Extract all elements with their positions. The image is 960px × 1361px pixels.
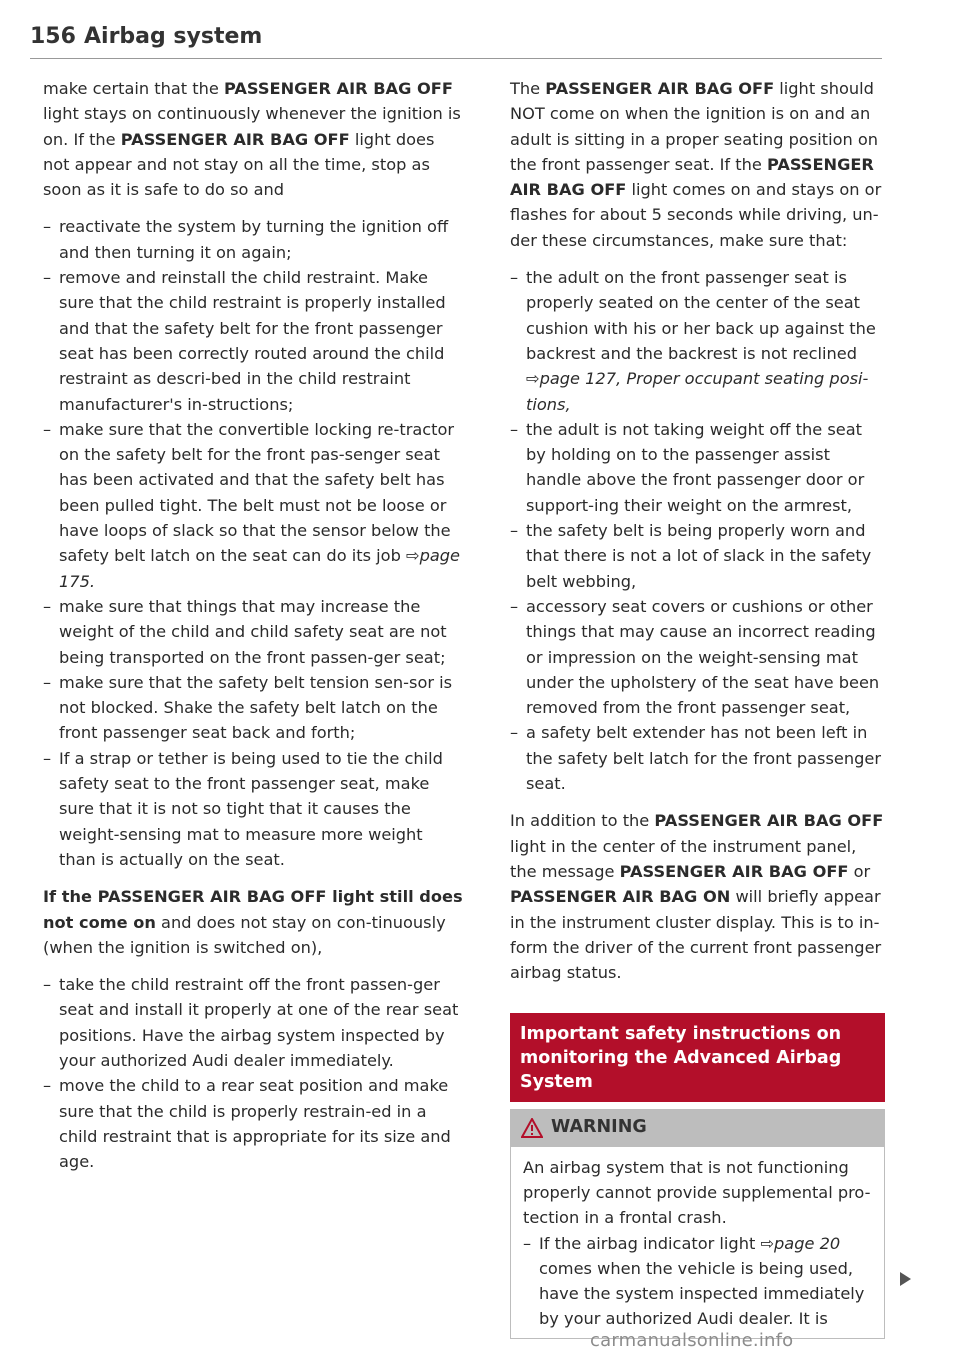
right-column [510,76,885,1339]
list-item: – make sure that things that may increase the weight of the child and child safety seat are not being transported on the front passen-ger seat; [43,594,463,670]
left-column [43,76,463,1186]
list-item: – the adult is not taking weight off the seat by holding on to the passenger assist handle above the front passenger door or support-ing their weight on the armrest, [510,417,885,518]
text: comes when the vehicle is being used, have the system inspected immediately by your authorized Audi dealer. It is [539,1258,865,1329]
list-item: – the safety belt is being properly worn and that there is not a lot of slack in the safety belt webbing, [510,518,885,594]
bold-text: PASSENGER AIR BAG OFF [545,79,775,98]
bold-text: PASSENGER AIR BAG OFF [619,861,849,881]
list-item: – accessory seat covers or cushions or other things that may cause an incorrect reading or impression on the weight-sensing mat under the upholstery of the seat have been removed from the front passenger seat, [510,594,885,720]
bold-text: PASSENGER AIR BAG OFF [510,154,874,200]
text: light should NOT come on when the ignition is on and an adult is sitting in a proper seating position on the front passenger seat. If the [510,79,879,174]
page-number: 156 [30,24,76,49]
section-title: Airbag system [84,24,263,49]
page-reference-link[interactable]: ⇨page 20 [760,1233,841,1253]
list-item: – make sure that the safety belt tension sen-sor is not blocked. Shake the safety belt latch on the front passenger seat back and forth; [43,670,463,746]
warning-box [510,1109,885,1338]
bold-text: PASSENGER AIR BAG OFF [120,129,350,149]
checklist [510,265,885,796]
page-reference-link[interactable]: ⇨page 127, Proper occupant seating posi-tions, [526,369,869,414]
bold-text: If the PASSENGER AIR BAG OFF light still does not come on [43,887,463,932]
header-rule [30,58,882,59]
warning-label: WARNING [551,1117,647,1138]
warning-text: An airbag system that is not functioning properly cannot provide supplemental pro-tection in a frontal crash. [523,1157,871,1228]
checklist [43,214,463,872]
list-item [510,265,885,417]
still-paragraph [43,884,463,960]
page-header [30,10,882,58]
text: light does not appear and not stay on all the time, stop as soon as it is safe to do so and [43,129,435,200]
list-item: – take the child restraint off the front passen-ger seat and install it properly at one of the rear seat positions. Have the airbag system inspected by your authorized Audi dealer immediately. [43,972,463,1073]
list-item: – remove and reinstall the child restraint. Make sure that the child restraint is properly installed and that the safety belt for the front passenger seat has been correctly routed around the child restraint as descri-bed in the child restraint manufacturer's in-structions; [43,265,463,417]
list-item: – reactivate the system by turning the ignition off and then turning it on again; [43,214,463,265]
list-item: – move the child to a rear seat position and make sure that the child is properly restrain-ed in a child restraint that is appropriate for its size and age. [43,1073,463,1174]
warning-body [511,1147,884,1338]
text: light in the center of the instrument panel, the message [510,836,857,881]
warning-header [511,1109,884,1146]
text: will briefly appear in the instrument cluster display. This is to in-form the driver of the current front passenger airbag status. [510,887,882,983]
warning-triangle-icon [521,1118,543,1138]
text: light comes on and stays on or flashes for about 5 seconds while driving, un-der these circumstances, make sure that: [510,180,882,250]
list-item: – a safety belt extender has not been left in the safety belt latch for the front passenger seat. [510,720,885,796]
text: make sure that the convertible locking re-tractor on the safety belt for the front pas-senger seat has been activated and that the safety belt has been pulled tight. The belt must not be loose or have loops of slack so that the sensor below the safety belt latch on the seat can do its job [59,419,455,566]
checklist [43,972,463,1174]
page-reference-link[interactable]: ⇨page 175. [59,546,460,591]
warning-list [523,1231,872,1332]
text: If the airbag indicator light [539,1233,761,1253]
bold-text: PASSENGER AIR BAG OFF [654,811,884,831]
text: the adult on the front passenger seat is properly seated on the center of the seat cushion with his or her back up against the backrest and the backrest is not reclined [526,268,876,363]
text: light stays on continuously whenever the ignition is on. If the [43,104,461,149]
bold-text: PASSENGER AIR BAG OFF [224,79,453,98]
list-item [43,417,463,594]
list-item: – If a strap or tether is being used to tie the child safety seat to the front passenger seat, make sure that it is not so tight that it causes the weight-sensing mat to measure more weight than is actually on the seat. [43,746,463,872]
text: The [510,79,546,98]
text: In addition to the [510,811,655,831]
section-heading: Important safety instructions on monitoring the Advanced Airbag System [510,1013,885,1102]
text: and does not stay on con-tinuously (when the ignition is switched on), [43,912,446,957]
list-item [523,1231,872,1332]
bold-text: PASSENGER AIR BAG ON [510,887,731,907]
text: or [848,861,871,881]
display-paragraph [510,808,885,985]
intro-paragraph [43,76,463,202]
continue-arrow-icon [900,1272,911,1286]
adult-paragraph [510,76,885,253]
watermark: carmanualsonline.info [590,1330,794,1351]
text: make certain that the [43,79,225,98]
